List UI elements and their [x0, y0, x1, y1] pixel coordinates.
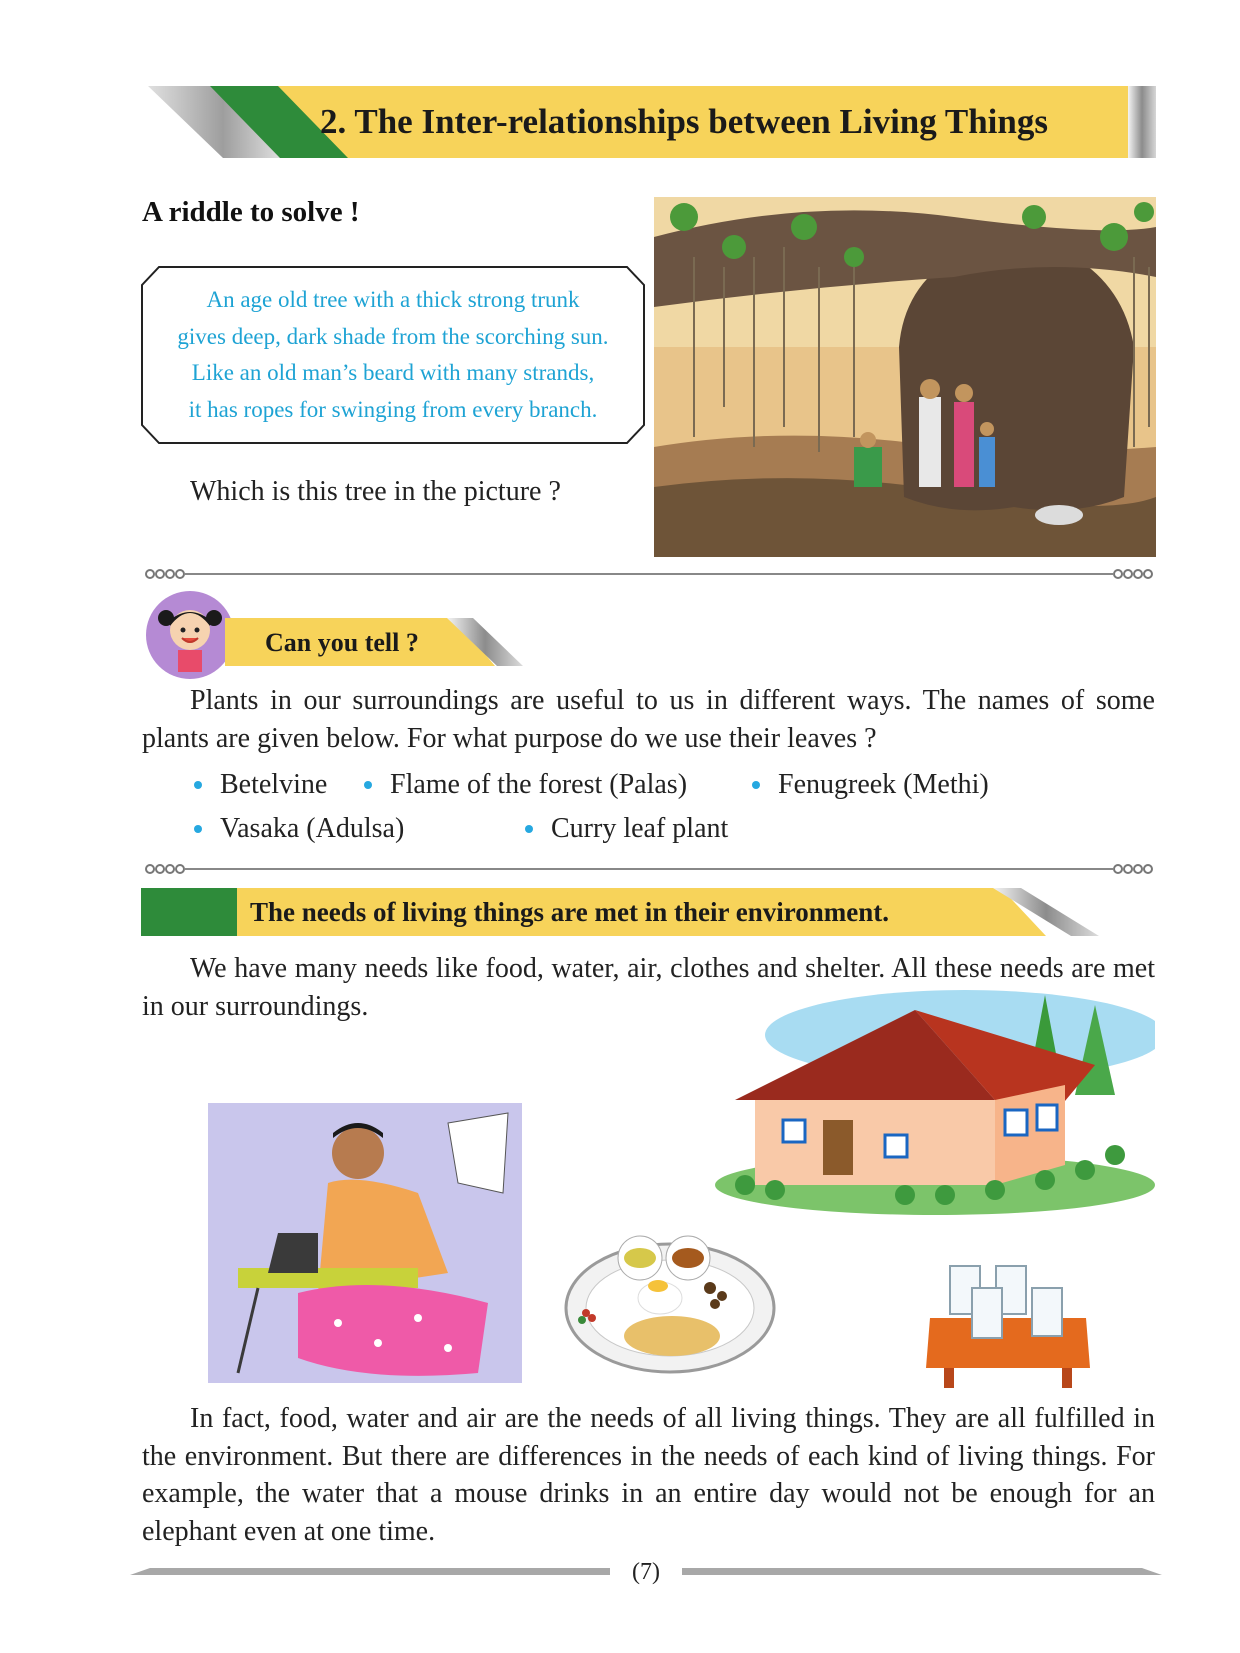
- plant-item: Betelvine: [194, 765, 327, 805]
- riddle-line: gives deep, dark shade from the scorching sun.: [177, 323, 609, 349]
- water-glasses-illustration: [920, 1258, 1096, 1393]
- chapter-title: 2. The Inter-relationships between Living Things: [320, 102, 1048, 141]
- needs-paragraph-1: We have many needs like food, water, air, clothes and shelter. All these needs are met in our surroundings.: [142, 953, 1155, 1022]
- riddle-line: Like an old man’s beard with many strands,: [191, 360, 595, 385]
- tailor-illustration: [198, 1103, 522, 1388]
- can-you-tell-paragraph: Plants in our surroundings are useful to us in different ways. The names of some plants are given below. For what purpose do we use their leaves ?: [142, 685, 1155, 754]
- bullet-icon: [364, 781, 372, 789]
- can-you-tell-label: Can you tell ?: [265, 628, 419, 657]
- plant-item: Flame of the forest (Palas): [364, 765, 687, 805]
- riddle-line: An age old tree with a thick strong trunk: [206, 287, 580, 312]
- riddle-question: Which is this tree in the picture ?: [190, 476, 561, 507]
- bullet-icon: [525, 825, 533, 833]
- needs-section-heading: The needs of living things are met in their environment.: [250, 897, 890, 927]
- plant-item: Fenugreek (Methi): [752, 765, 989, 805]
- page-number: (7): [632, 1559, 660, 1585]
- banyan-tree-illustration: [654, 197, 1156, 562]
- needs-paragraph-2: In fact, food, water and air are the needs of all living things. They are all fulfilled in the environment. But there are differences in the needs of each kind of living things. For example, the water that a mouse drinks in an entire day would not be enough for an elephant even at one time.: [142, 1403, 1155, 1547]
- chapter-title-banner: [148, 86, 1156, 158]
- chain-divider: [143, 862, 1155, 876]
- plant-item: Vasaka (Adulsa): [194, 809, 404, 849]
- house-illustration: [705, 985, 1155, 1240]
- bullet-icon: [752, 781, 760, 789]
- page-footer: [130, 1560, 1162, 1584]
- plant-item: Curry leaf plant: [525, 809, 728, 849]
- chain-divider: [143, 567, 1155, 581]
- bullet-icon: [194, 781, 202, 789]
- food-plate-illustration: [560, 1218, 780, 1383]
- bullet-icon: [194, 825, 202, 833]
- riddle-line: it has ropes for swinging from every branch.: [188, 396, 598, 422]
- riddle-heading: A riddle to solve !: [142, 196, 360, 228]
